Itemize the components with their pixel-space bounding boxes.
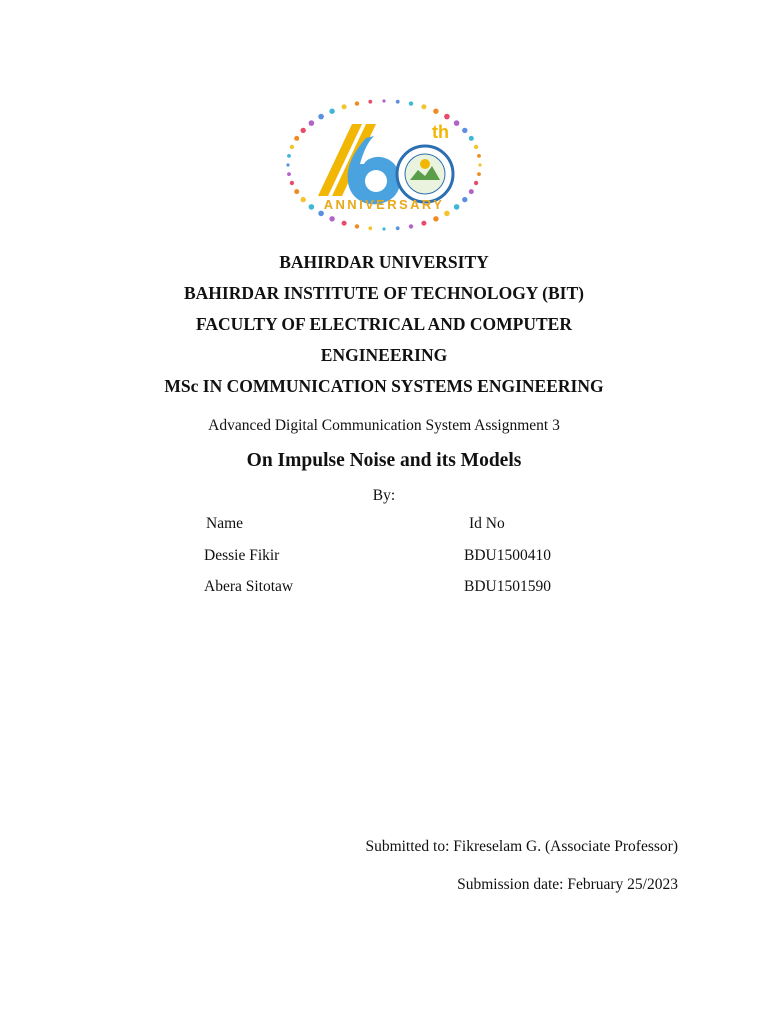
ring-dot: [396, 100, 400, 104]
name-column-header: Name: [206, 515, 244, 532]
ring-dot: [290, 145, 294, 149]
id-column-header: Id No: [469, 515, 505, 532]
ring-dot: [301, 128, 306, 133]
document-title: On Impulse Noise and its Models: [246, 450, 522, 471]
ring-dot: [433, 109, 438, 114]
ring-dot: [294, 189, 299, 194]
ring-dot: [474, 145, 478, 149]
author-name: Dessie Fikir: [204, 547, 280, 564]
author-name: Abera Sitotaw: [204, 578, 294, 595]
ring-dot: [342, 104, 347, 109]
anniversary-logo-graphic: [282, 94, 486, 236]
ring-dot: [462, 128, 467, 133]
faculty-name-line2: ENGINEERING: [320, 345, 448, 365]
ring-dot: [474, 181, 478, 185]
ring-dot: [355, 224, 359, 228]
ring-dot: [477, 154, 481, 158]
ring-dot: [382, 227, 385, 230]
ring-dot: [294, 136, 299, 141]
ring-dot: [444, 211, 450, 217]
ring-dot: [286, 163, 289, 166]
ring-dot: [287, 154, 291, 158]
ring-dot: [444, 114, 450, 120]
program-name: MSc IN COMMUNICATION SYSTEMS ENGINEERING: [164, 376, 604, 396]
ring-dot: [318, 114, 324, 120]
ordinal-suffix: th: [432, 122, 449, 142]
ring-dot: [454, 120, 460, 126]
ring-dot: [355, 101, 359, 105]
submitted-to: Submitted to: Fikreselam G. (Associate Professor): [365, 838, 678, 855]
ring-dot: [409, 101, 413, 105]
institute-name: BAHIRDAR INSTITUTE OF TECHNOLOGY (BIT): [184, 283, 584, 303]
ring-dot: [382, 99, 385, 102]
anniversary-word: ANNIVERSARY: [323, 197, 445, 212]
author-id: BDU1500410: [464, 547, 551, 564]
ring-dot: [329, 109, 334, 114]
ring-dot: [409, 224, 413, 228]
ring-dot: [433, 216, 438, 221]
faculty-name-line1: FACULTY OF ELECTRICAL AND COMPUTER: [196, 314, 572, 334]
ring-dot: [309, 204, 315, 210]
ring-dot: [454, 204, 460, 210]
ring-dot: [342, 221, 347, 226]
seal-sun: [420, 159, 430, 169]
six-inner-hole: [365, 170, 387, 192]
ring-dot: [396, 226, 400, 230]
ring-dot: [329, 216, 334, 221]
ring-dot: [421, 221, 426, 226]
by-label: By:: [372, 487, 396, 504]
ring-dot: [368, 100, 372, 104]
course-assignment: Advanced Digital Communication System Assignment 3: [208, 417, 560, 434]
ring-dot: [287, 172, 291, 176]
author-id: BDU1501590: [464, 578, 551, 595]
ring-dot: [477, 172, 481, 176]
anniversary-logo: [282, 94, 486, 236]
ring-dot: [368, 226, 372, 230]
ring-dot: [469, 136, 474, 141]
submission-date: Submission date: February 25/2023: [457, 876, 678, 893]
ring-dot: [309, 120, 315, 126]
ring-dot: [469, 189, 474, 194]
ring-dot: [462, 197, 467, 202]
university-name: BAHIRDAR UNIVERSITY: [279, 252, 489, 272]
ring-dot: [421, 104, 426, 109]
ring-dot: [301, 197, 306, 202]
ring-dot: [290, 181, 294, 185]
ring-dot: [478, 163, 481, 166]
